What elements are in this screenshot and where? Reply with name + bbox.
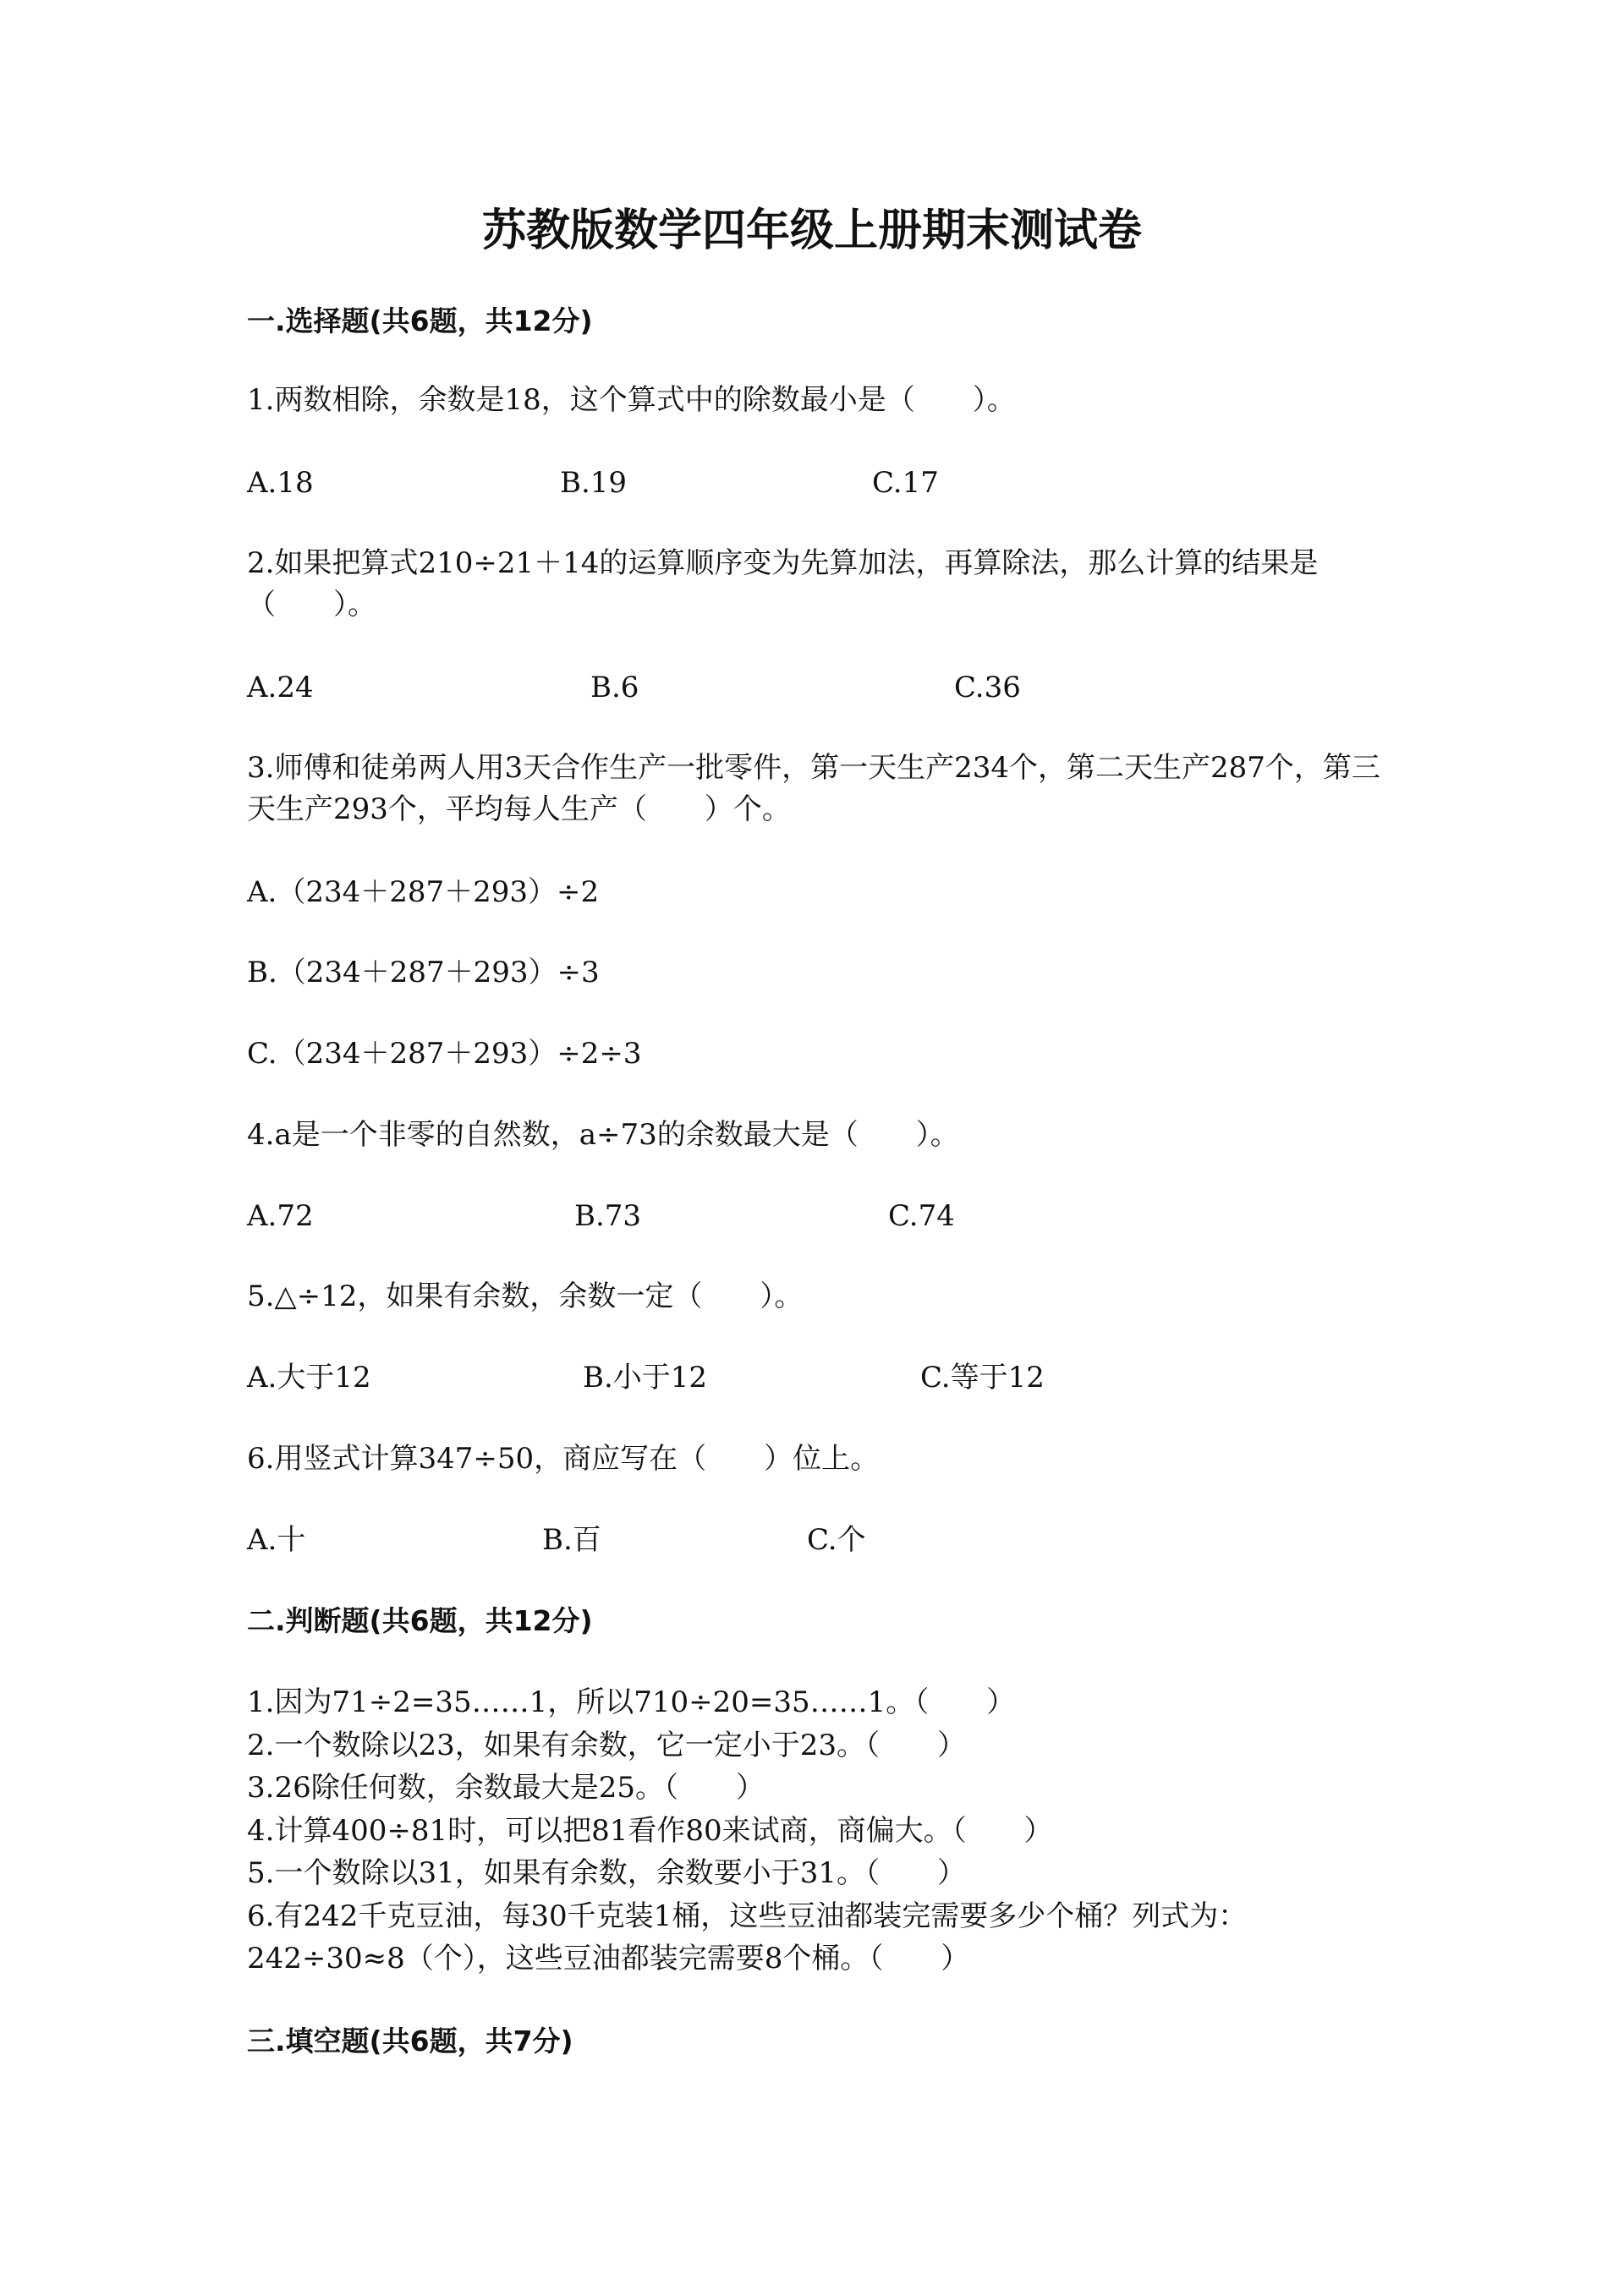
option: A.（234＋287＋293）÷2 [247, 875, 600, 909]
option: C.74 [888, 1199, 955, 1233]
judgement-item: 4.计算400÷81时，可以把81看作80来试商，商偏大。（ ） [247, 1813, 1053, 1848]
judgement-item: 2.一个数除以23，如果有余数，它一定小于23。（ ） [247, 1728, 966, 1762]
option: B.小于12 [583, 1361, 708, 1395]
option: C.个 [807, 1523, 866, 1557]
option: A.十 [247, 1523, 306, 1557]
option: B.（234＋287＋293）÷3 [247, 956, 600, 989]
option: C.36 [954, 671, 1021, 704]
question-2: 2.如果把算式210÷21＋14的运算顺序变为先算加法，再算除法，那么计算的结果是（ ）。 [247, 546, 1319, 622]
question-3: 3.师傅和徒弟两人用3天合作生产一批零件，第一天生产234个，第二天生产287个，第三天生产293个，平均每人生产（ ）个。 [247, 751, 1380, 826]
judgement-item: 1.因为71÷2=35……1，所以710÷20=35……1。（ ） [247, 1685, 1016, 1719]
option: B.19 [560, 466, 628, 500]
question-1: 1.两数相除，余数是18，这个算式中的除数最小是（ ）。 [247, 383, 1016, 417]
question-5: 5.△÷12，如果有余数，余数一定（ ）。 [247, 1280, 804, 1313]
judgement-item: 5.一个数除以31，如果有余数，余数要小于31。（ ） [247, 1856, 966, 1890]
section-heading-judgement: 二.判断题(共6题，共12分) [247, 1604, 593, 1637]
option: C.17 [872, 466, 939, 500]
page-title: 苏教版数学四年级上册期末测试卷 [481, 205, 1142, 256]
option: A.大于12 [247, 1361, 371, 1395]
option: B.百 [542, 1523, 601, 1557]
judgement-item: 6.有242千克豆油，每30千克装1桶，这些豆油都装完需要多少个桶？列式为：242÷30≈8（个），这些豆油都装完需要8个桶。（ ） [247, 1899, 1248, 1975]
section-heading-choice: 一.选择题(共6题，共12分) [247, 304, 593, 337]
option: B.6 [590, 671, 639, 704]
judgement-list [247, 1681, 1380, 1981]
option: C.（234＋287＋293）÷2÷3 [247, 1037, 642, 1071]
judgement-item: 3.26除任何数，余数最大是25。（ ） [247, 1771, 765, 1805]
option: A.18 [247, 466, 314, 500]
question-4: 4.a是一个非零的自然数，a÷73的余数最大是（ ）。 [247, 1118, 959, 1152]
option: A.72 [247, 1199, 314, 1233]
option: C.等于12 [920, 1361, 1045, 1395]
question-6: 6.用竖式计算347÷50，商应写在（ ）位上。 [247, 1442, 880, 1476]
option: B.73 [574, 1199, 642, 1233]
option: A.24 [247, 671, 314, 704]
section-heading-fill: 三.填空题(共6题，共7分) [247, 2025, 573, 2058]
